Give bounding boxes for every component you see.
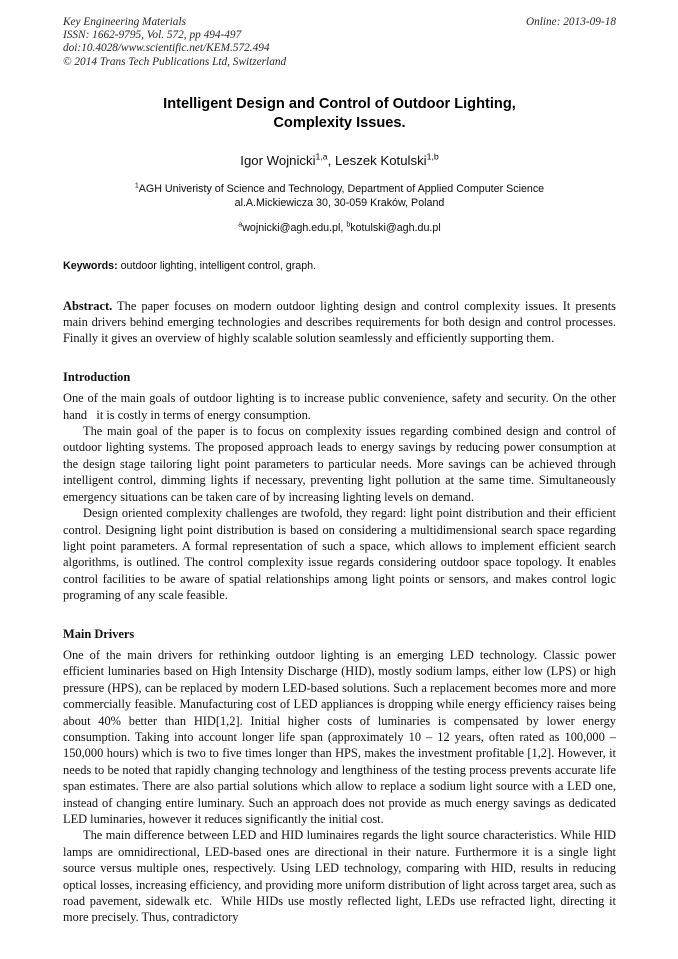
affiliation-marker: 1	[134, 182, 139, 190]
author-emails	[63, 221, 616, 235]
affiliation-institution: AGH Univeristy of Science and Technology, Department of Applied Computer Science	[138, 182, 545, 195]
author-affiliation-marker-2: 1,b	[426, 151, 439, 162]
journal-header-top-row	[63, 16, 616, 29]
email-address-1[interactable]: wojnicki@agh.edu.pl,	[242, 221, 344, 234]
title-line-2: Complexity Issues.	[273, 115, 406, 132]
issn-line: ISSN: 1662-9795, Vol. 572, pp 494-497	[63, 29, 242, 42]
author-affiliation-marker-1: 1,a	[315, 151, 328, 162]
page-content	[63, 16, 620, 926]
keywords-label: Keywords:	[63, 259, 118, 272]
journal-name: Key Engineering Materials	[63, 16, 186, 28]
keywords-line	[63, 259, 616, 273]
journal-header	[63, 16, 616, 69]
online-date: Online: 2013-09-18	[525, 16, 616, 28]
section-body-main-drivers	[63, 647, 620, 926]
author-name-1: Igor Wojnicki	[240, 152, 316, 168]
email-marker-b: b	[346, 221, 351, 229]
abstract-block	[63, 298, 616, 347]
abstract-text: The paper focuses on modern outdoor lighting design and control complexity issues. It presents main drivers behind emerging technologies and describes requirements for both design and control processes. Finally it gives an overview of highly scalable solution seamlessly and efficiently supporting them.	[63, 298, 616, 346]
section-heading-main-drivers: Main Drivers	[63, 626, 135, 641]
doi-line[interactable]: doi:10.4028/www.scientific.net/KEM.572.494	[63, 42, 270, 55]
email-address-2[interactable]: kotulski@agh.du.pl	[350, 221, 441, 234]
paragraph: One of the main goals of outdoor lighting is to increase public convenience, safety and security. On the other hand it is costly in terms of energy consumption.	[63, 391, 620, 422]
author-list	[63, 152, 616, 169]
keywords-value: outdoor lighting, intelligent control, graph.	[117, 259, 317, 272]
author-name-2: Leszek Kotulski	[334, 152, 427, 168]
section-body-introduction	[63, 390, 620, 603]
affiliation-address: al.A.Mickiewicza 30, 30-059 Kraków, Poland	[234, 197, 445, 210]
section-heading-introduction: Introduction	[63, 369, 131, 384]
affiliation-line-1	[63, 182, 616, 196]
paragraph: The main goal of the paper is to focus on complexity issues regarding combined design and control of outdoor lighting systems. The proposed approach leads to energy savings by reducing power consumption at the design stage tailoring light point parameters to particular needs. More savings can be achieved through intelligent control, dimming lights if necessary, preventing light pollution at the same time. Simultaneously emergency situations can be taken care of by increasing lighting levels on demand.	[63, 424, 616, 504]
abstract-paragraph	[63, 298, 616, 347]
paragraph: The main difference between LED and HID luminaires regards the light source characteristics. While HID lamps are omnidirectional, LED-based ones are directional in their nature. Furthermore it is a single light source versus multiple ones, respectively. Using LED technology, comparing with HID, results in reducing optical losses, increasing efficiency, and providing more uniform distribution of light across target area, such as road pavement, sidewalk etc. While HIDs use mostly reflected light, LEDs use refracted light, directing it more precisely. Thus, contradictory	[63, 828, 620, 925]
paragraph: Design oriented complexity challenges are twofold, they regard: light point distribution and their efficient control. Designing light point distribution is based on considering a multidimensional search space regarding light point parameters. A formal representation of such a space, which allows to implement efficient search algorithms, is outlined. The control complexity issue regards considering outdoor space topology. It enables control facilities to be aware of spatial relationships among light points or sensors, and makes control logic programing of any scale feasible.	[63, 506, 616, 603]
author-separator: ,	[327, 152, 335, 168]
email-marker-a: a	[238, 221, 243, 229]
copyright-line: © 2014 Trans Tech Publications Ltd, Switzerland	[63, 55, 287, 68]
title-line-1: Intelligent Design and Control of Outdoor Lighting,	[163, 95, 516, 112]
page-title	[81, 95, 598, 134]
affiliation-block	[63, 182, 616, 211]
abstract-label: Abstract.	[63, 298, 113, 313]
paragraph: One of the main drivers for rethinking outdoor lighting is an emerging LED technology. Classic power efficient luminaries based on High Intensity Discharge (HID), mostly sodium lamps, either low (LPS) or high pressure (HPS), can be replaced by modern LED-based solutions. Such a replacement becomes more and more commercially feasible. Manufacturing cost of LED appliances is dropping while energy efficiency raises being about 40% better than HID[1,2]. Initial higher costs of luminaries is compensated by lower energy consumption. Taking into account longer life span (approximately 10 – 12 years, often rated as 100,000 – 150,000 hours) which is two to five times longer than HPS, makes the investment profitable [1,2]. However, it needs to be noted that rapidly changing technology and lengthiness of the testing process prevents accurate life span estimates. There are also partial solutions which allow to replace a sodium light source with a LED one, instead of changing entire luminary. Such an approach does not provide as much energy savings as dedicated LED luminaries, however it reduces significantly the initial cost.	[63, 647, 616, 826]
